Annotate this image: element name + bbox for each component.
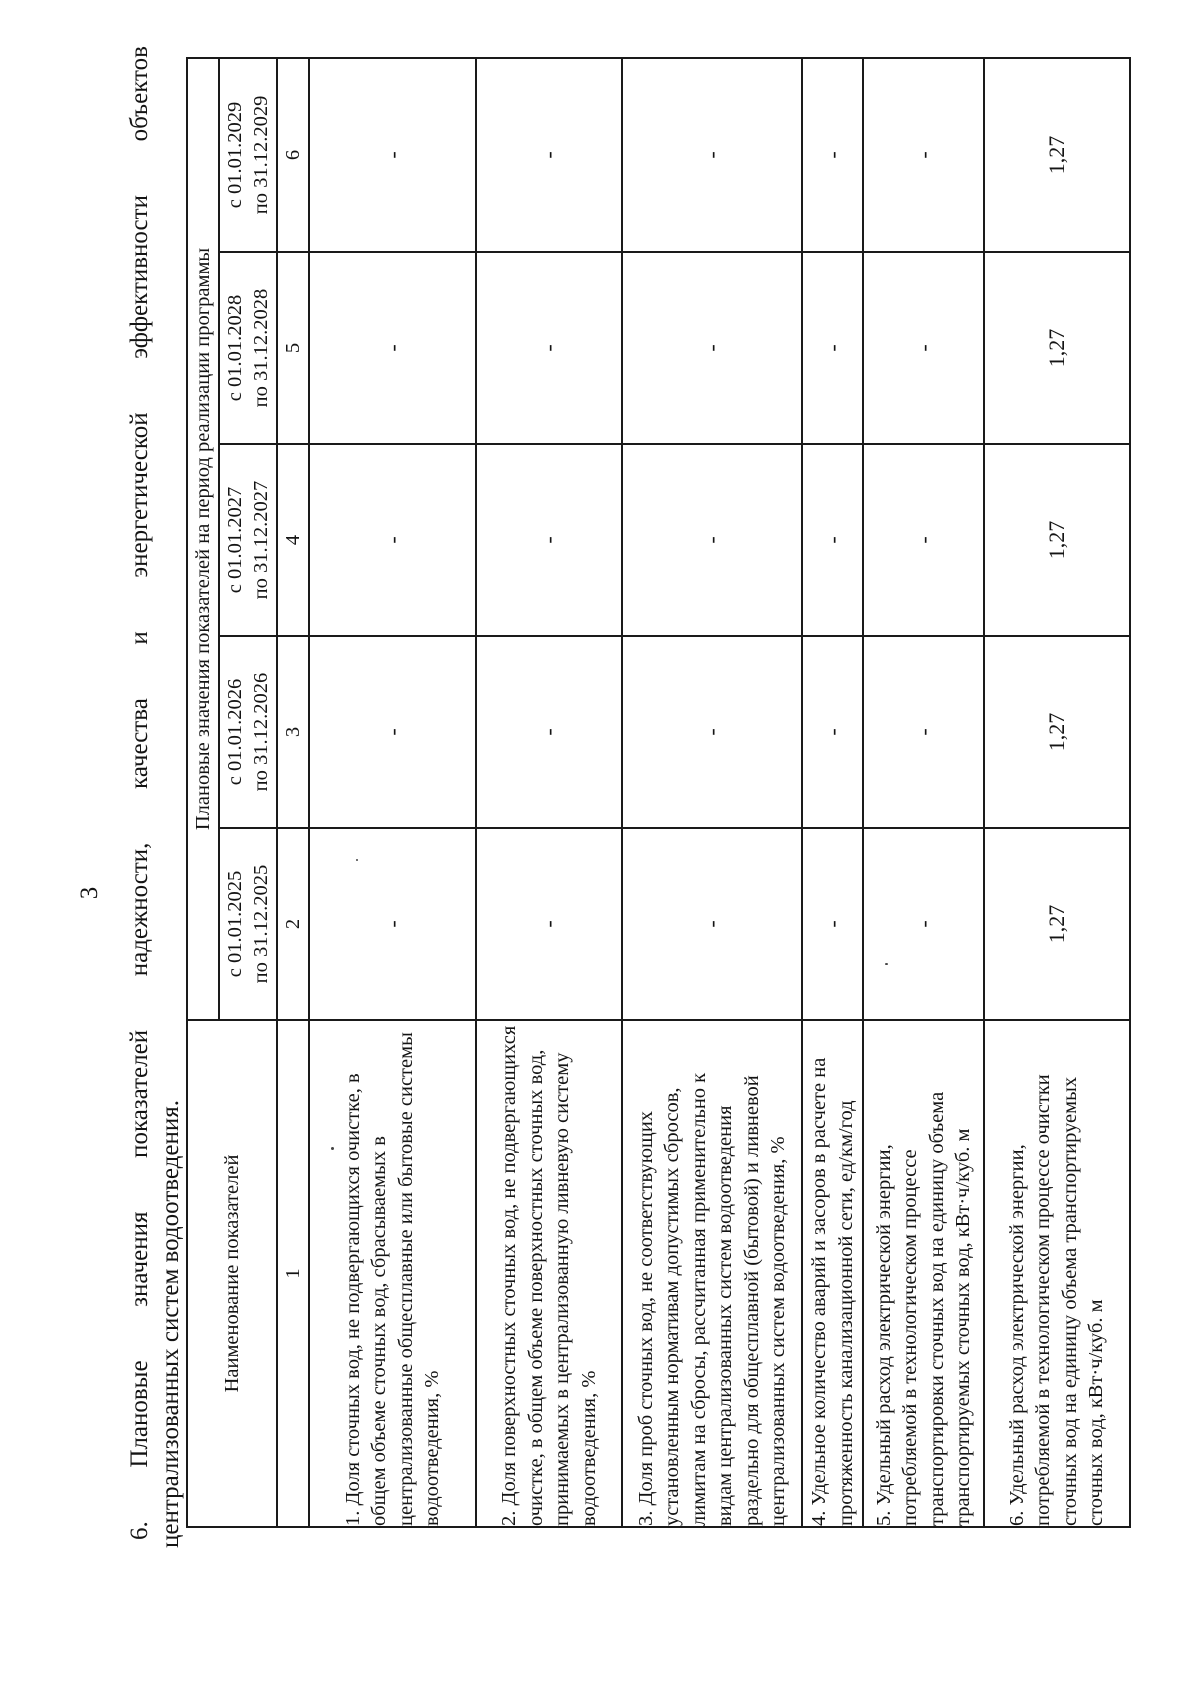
- indicator-value: -: [309, 828, 476, 1020]
- table-row: [622, 58, 802, 1527]
- indicator-value: -: [476, 58, 622, 252]
- indicator-name: 1. Доля сточных вод, не подвергающихся очистке, в общем объеме сточных вод, сбрасываемых в централизованные общесплавные или бытовые системы водоотведения, %: [309, 1020, 476, 1527]
- column-number: 5: [277, 252, 309, 444]
- indicator-value: -: [802, 252, 863, 444]
- header-year-2028: [219, 252, 277, 444]
- column-number: 2: [277, 828, 309, 1020]
- indicator-value: -: [802, 58, 863, 252]
- year-to: по 31.12.2027: [250, 480, 272, 600]
- year-from: с 01.01.2026: [224, 678, 246, 786]
- indicator-value: -: [622, 636, 802, 828]
- column-number: 1: [277, 1020, 309, 1527]
- indicators-table: [186, 57, 1131, 1528]
- indicator-value: -: [863, 444, 983, 636]
- header-plan-period: Плановые значения показателей на период реализации программы: [187, 58, 219, 1020]
- indicator-value: -: [863, 828, 983, 1020]
- table-row: [863, 58, 983, 1527]
- indicator-value: -: [476, 252, 622, 444]
- indicator-value: -: [309, 444, 476, 636]
- table-row: [984, 58, 1130, 1527]
- indicator-value: 1,27: [984, 636, 1130, 828]
- indicator-value: -: [309, 252, 476, 444]
- indicator-value: -: [309, 58, 476, 252]
- indicator-value: -: [863, 636, 983, 828]
- indicator-value: -: [802, 828, 863, 1020]
- year-to: по 31.12.2025: [250, 864, 272, 984]
- indicator-name: 6. Удельный расход электрической энергии, потребляемой в технологическом процессе очистки сточных вод на единицу объема транспортируемых сточных вод, кВт·ч/куб. м: [984, 1020, 1130, 1527]
- column-number: 6: [277, 58, 309, 252]
- indicator-value: 1,27: [984, 58, 1130, 252]
- header-indicator-name: Наименование показателей: [187, 1020, 277, 1527]
- header-year-2025: [219, 828, 277, 1020]
- header-year-2029: [219, 58, 277, 252]
- indicator-name: 5. Удельный расход электрической энергии, потребляемой в технологическом процессе транспортировки сточных вод на единицу объема транспортируемых сточных вод, кВт·ч/куб. м: [863, 1020, 983, 1527]
- table-row: [802, 58, 863, 1527]
- heading-word: Плановые: [126, 1360, 153, 1468]
- header-year-2026: [219, 636, 277, 828]
- year-to: по 31.12.2026: [250, 672, 272, 792]
- year-to: по 31.12.2028: [250, 288, 272, 408]
- indicator-value: -: [622, 444, 802, 636]
- indicator-value: -: [863, 58, 983, 252]
- indicator-value: -: [802, 636, 863, 828]
- indicator-value: 1,27: [984, 444, 1130, 636]
- heading-word: эффективности: [126, 195, 153, 359]
- header-year-2027: [219, 444, 277, 636]
- column-number: 4: [277, 444, 309, 636]
- heading-word: значения: [126, 1211, 153, 1307]
- indicator-value: -: [309, 636, 476, 828]
- indicator-value: -: [622, 58, 802, 252]
- page-number: 3: [76, 886, 103, 900]
- indicator-value: -: [622, 252, 802, 444]
- heading-word: объектов: [126, 46, 153, 142]
- section-heading: [124, 46, 186, 1548]
- heading-word: 6.: [126, 1521, 153, 1540]
- indicator-value: -: [476, 636, 622, 828]
- indicator-value: -: [802, 444, 863, 636]
- heading-line-1: [124, 46, 155, 1548]
- indicator-value: -: [476, 828, 622, 1020]
- table-row: [476, 58, 622, 1527]
- year-from: с 01.01.2029: [224, 101, 246, 209]
- heading-line-2: централизованных систем водоотведения.: [157, 1100, 184, 1548]
- heading-word: энергетической: [126, 412, 153, 578]
- year-from: с 01.01.2028: [224, 294, 246, 402]
- year-from: с 01.01.2025: [224, 870, 246, 978]
- indicator-value: 1,27: [984, 828, 1130, 1020]
- indicator-name: 3. Доля проб сточных вод, не соответствующих установленным нормативам допустимых сбросов, лимитам на сбросы, рассчитанная применительно к видам централизованных систем водоотведения раздельно для общесплавной (бытовой) и ливневой централизованных систем водоотведения, %: [622, 1020, 802, 1527]
- indicator-value: -: [863, 252, 983, 444]
- heading-word: качества: [126, 698, 153, 789]
- heading-word: надежности,: [126, 842, 153, 977]
- heading-word: и: [126, 631, 153, 645]
- indicator-name: 4. Удельное количество аварий и засоров в расчете на протяженность канализационной сети, ед/км/год: [802, 1020, 863, 1527]
- column-number: 3: [277, 636, 309, 828]
- indicator-value: -: [622, 828, 802, 1020]
- table-row: [309, 58, 476, 1527]
- year-from: с 01.01.2027: [224, 486, 246, 594]
- indicator-name: 2. Доля поверхностных сточных вод, не подвергающихся очистке, в общем объеме поверхностных сточных вод, принимаемых в централизованную ливневую систему водоотведения, %: [476, 1020, 622, 1527]
- indicator-value: -: [476, 444, 622, 636]
- heading-word: показателей: [126, 1029, 153, 1158]
- year-to: по 31.12.2029: [250, 95, 272, 215]
- indicator-value: 1,27: [984, 252, 1130, 444]
